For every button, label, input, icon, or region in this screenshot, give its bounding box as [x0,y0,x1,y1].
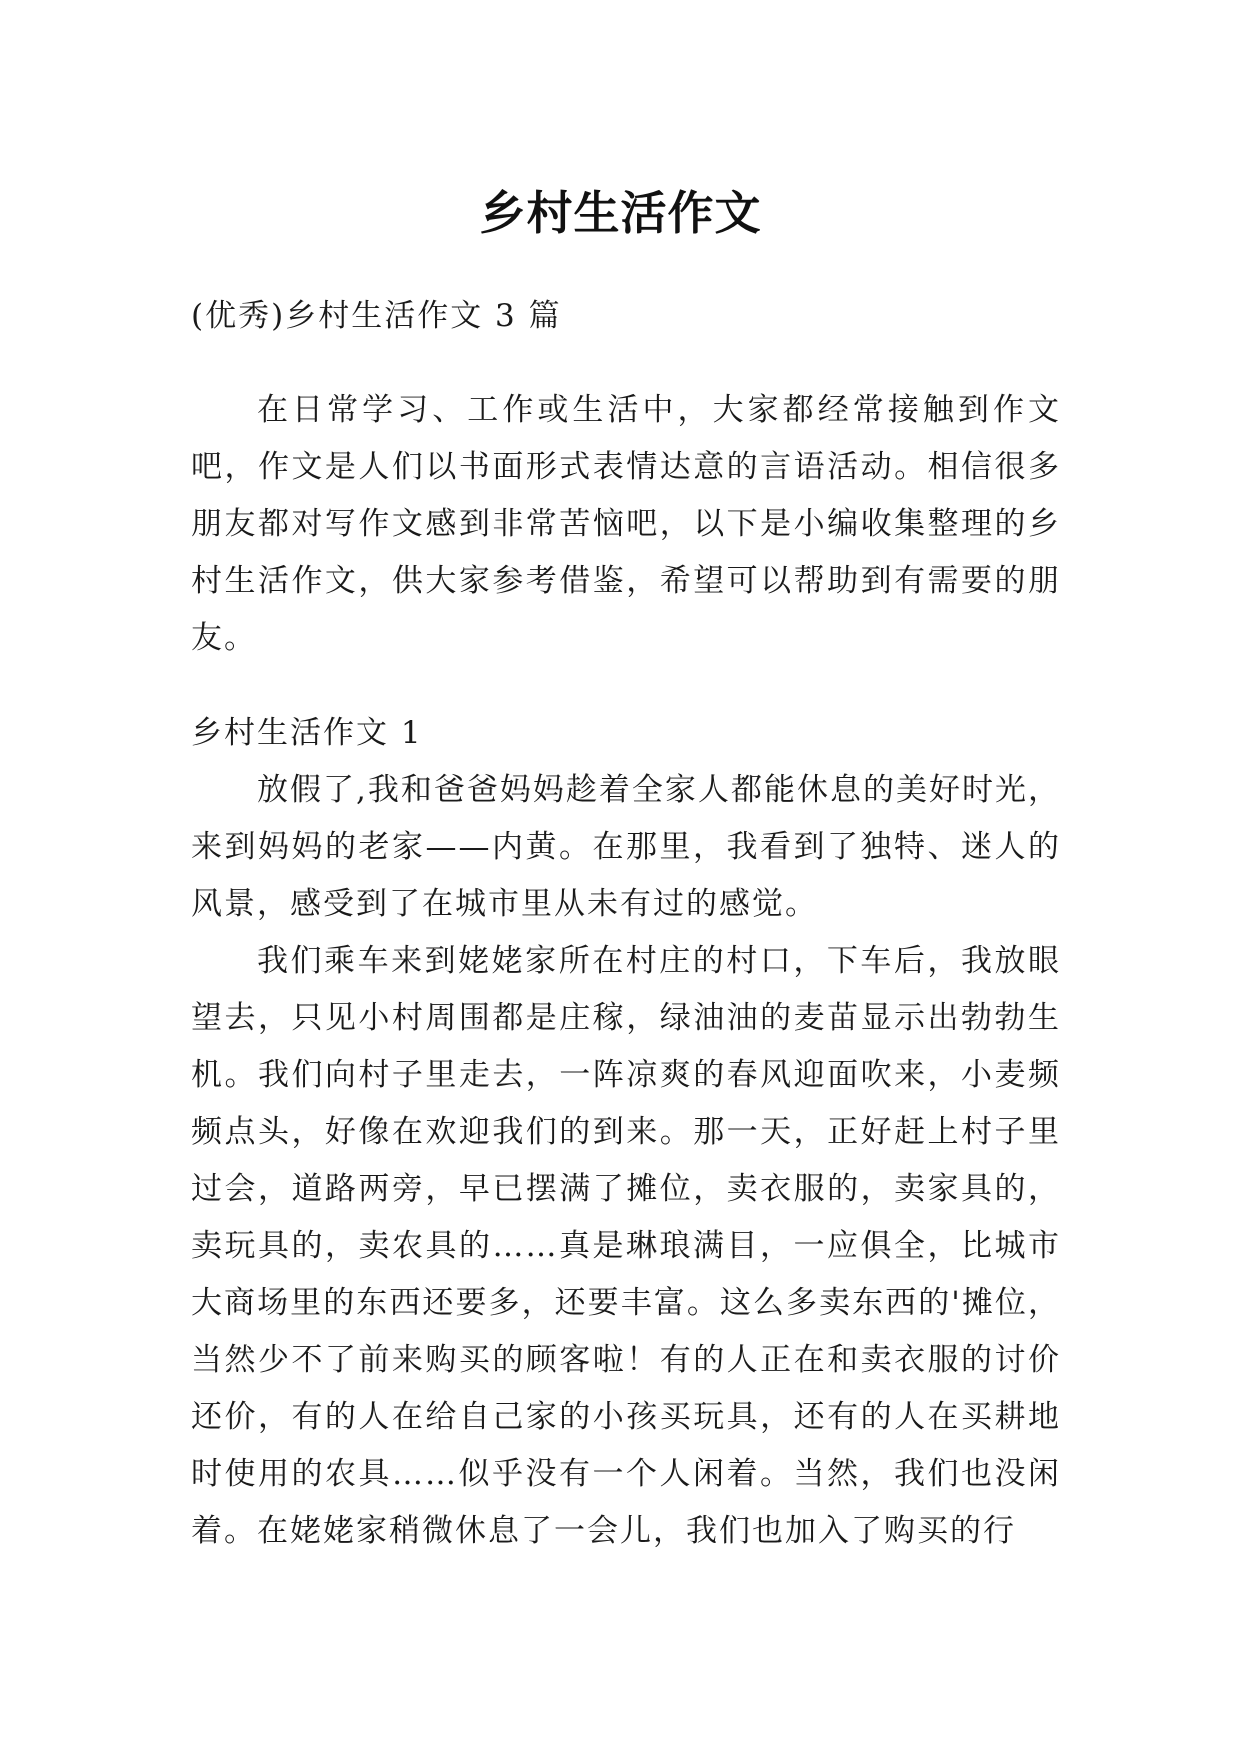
intro-paragraph: 在日常学习、工作或生活中，大家都经常接触到作文吧，作文是人们以书面形式表情达意的言语活动。相信很多朋友都对写作文感到非常苦恼吧，以下是小编收集整理的乡村生活作文，供大家参考借鉴，希望可以帮助到有需要的朋友。 [191,392,1061,656]
document-body [191,288,1061,1560]
body-paragraph: 放假了,我和爸爸妈妈趁着全家人都能休息的美好时光，来到妈妈的老家——内黄。在那里，我看到了独特、迷人的风景，感受到了在城市里从未有过的感觉。 [191,772,1061,922]
page-title: 乡村生活作文 [479,185,762,240]
document-subtitle: (优秀)乡村生活作文 3 篇 [191,298,562,334]
body-paragraph: 我们乘车来到姥姥家所在村庄的村口，下车后，我放眼望去，只见小村周围都是庄稼，绿油油的麦苗显示出勃勃生机。我们向村子里走去，一阵凉爽的春风迎面吹来，小麦频频点头，好像在欢迎我们的到来。那一天，正好赶上村子里过会，道路两旁，早已摆满了摊位，卖衣服的，卖家具的，卖玩具的，卖农具的……真是琳琅满目，一应俱全，比城市大商场里的东西还要多，还要丰富。这么多卖东西的'摊位，当然少不了前来购买的顾客啦！有的人正在和卖衣服的讨价还价，有的人在给自己家的小孩买玩具，还有的人在买耕地时使用的农具……似乎没有一个人闲着。当然，我们也没闲着。在姥姥家稍微休息了一会儿，我们也加入了购买的行 [191,943,1061,1549]
section-heading: 乡村生活作文 1 [191,715,423,751]
